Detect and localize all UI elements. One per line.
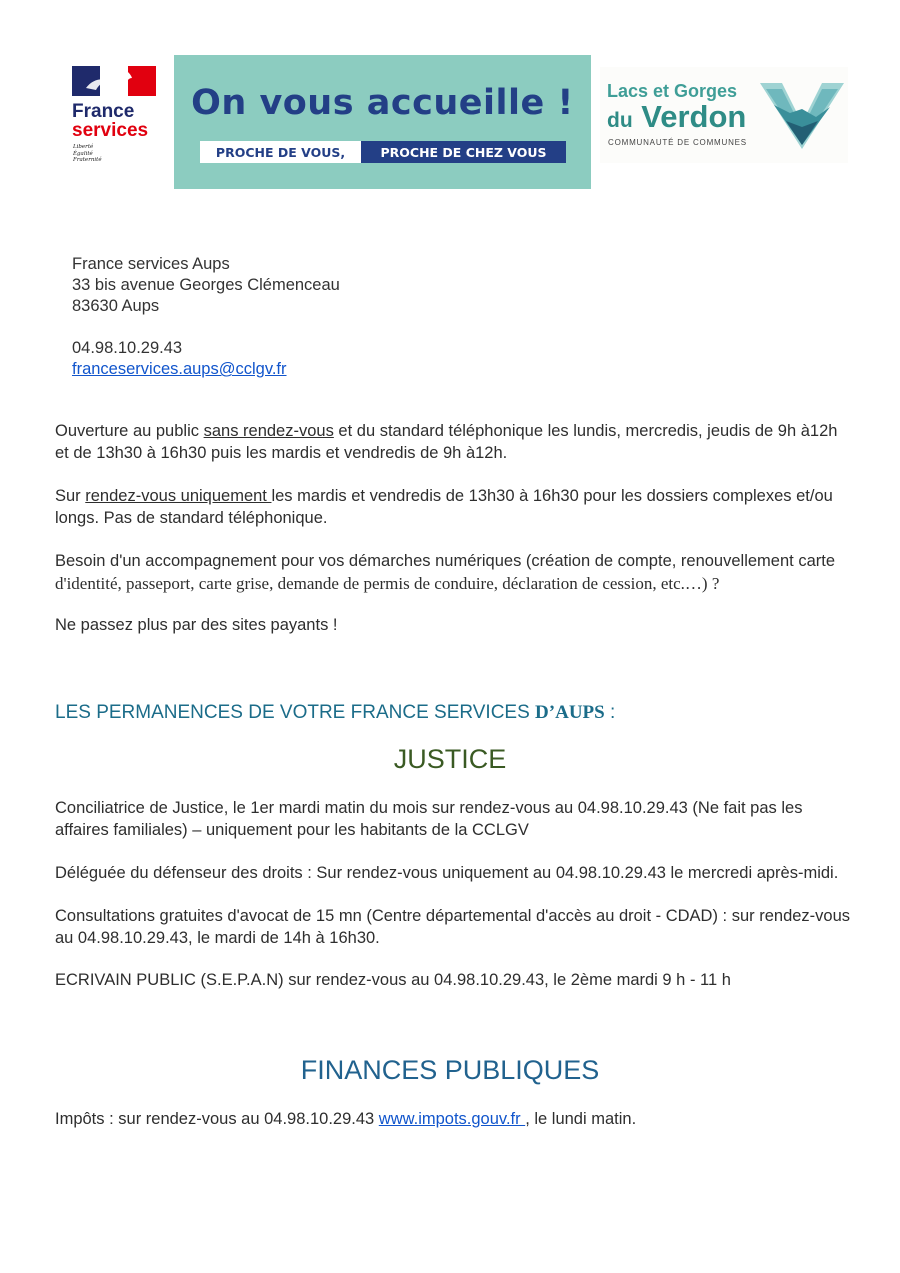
motto-liberte: Liberté bbox=[73, 144, 94, 150]
france-services-logo bbox=[66, 62, 166, 172]
avocat-paragraph: Consultations gratuites d'avocat de 15 mn (Centre départemental d'accès au droit - CDAD) : sur rendez-vous au 04.98.10.29.43, le mardi de 14h à 16h30. bbox=[55, 907, 851, 947]
digital-help-paragraph bbox=[55, 551, 855, 594]
permanences-heading bbox=[55, 702, 615, 724]
impots-text-a: Impôts : sur rendez-vous au 04.98.10.29.43 bbox=[55, 1110, 379, 1128]
france-services-name-line2: services bbox=[72, 120, 149, 141]
permanences-heading-a: LES PERMANENCES DE VOTRE FRANCE SERVICES bbox=[55, 702, 536, 723]
conciliatrice-paragraph: Conciliatrice de Justice, le 1er mardi matin du mois sur rendez-vous au 04.98.10.29.43 (Ne fait pas les affaires familiales) – uniquement pour les habitants de la CCLGV bbox=[55, 799, 803, 839]
hours-appointment-text-a: Sur bbox=[55, 487, 86, 505]
impots-link[interactable]: www.impots.gouv.fr bbox=[378, 1110, 526, 1128]
office-city: 83630 Aups bbox=[72, 297, 160, 315]
digital-help-line1: Besoin d'un accompagnement pour vos démarches numériques (création de compte, renouvellement carte bbox=[55, 552, 835, 570]
office-name: France services Aups bbox=[72, 255, 230, 273]
permanences-heading-aups: D’AUPS bbox=[535, 702, 605, 723]
motto-egalite: Égalité bbox=[73, 150, 93, 157]
permanences-heading-colon: : bbox=[604, 702, 616, 723]
hours-walkin-text-b: et du standard téléphonique les lundis, mercredis, jeudis de 9h à12h et de 13h30 à 16h30 puis les mardis et vendredis de 9h à12h. bbox=[55, 422, 838, 462]
ecrivain-public-paragraph: ECRIVAIN PUBLIC (S.E.P.A.N) sur rendez-vous au 04.98.10.29.43, le 2ème mardi 9 h - 11 h bbox=[55, 971, 731, 989]
justice-heading: JUSTICE bbox=[393, 744, 507, 774]
hours-walkin-text-a: Ouverture au public bbox=[55, 422, 204, 440]
verdon-logo-verdon: Verdon bbox=[641, 99, 747, 134]
hours-appointment-underlined: rendez-vous uniquement bbox=[85, 487, 272, 505]
office-phone: 04.98.10.29.43 bbox=[72, 339, 183, 357]
motto-fraternite: Fraternité bbox=[73, 157, 102, 163]
verdon-logo-line1: Lacs et Gorges bbox=[607, 81, 738, 101]
banner-title: On vous accueille ! bbox=[191, 83, 574, 123]
office-street: 33 bis avenue Georges Clémenceau bbox=[72, 276, 340, 294]
verdon-gorge-icon bbox=[760, 83, 844, 149]
republic-motto bbox=[73, 144, 102, 164]
welcome-banner bbox=[174, 55, 591, 189]
impots-paragraph bbox=[55, 1109, 855, 1131]
france-services-name bbox=[72, 102, 148, 140]
france-services-name-line1: France bbox=[72, 101, 135, 122]
defenseur-droits-paragraph: Déléguée du défenseur des droits : Sur rendez-vous uniquement au 04.98.10.29.43 le mercredi après-midi. bbox=[55, 864, 839, 882]
banner-strip bbox=[200, 141, 566, 163]
hours-walkin-underlined: sans rendez-vous bbox=[203, 422, 334, 440]
hours-appointment-paragraph bbox=[55, 486, 855, 529]
paid-sites-warning: Ne passez plus par des sites payants ! bbox=[55, 616, 338, 634]
hours-appointment-text-b: les mardis et vendredis de 13h30 à 16h30 pour les dossiers complexes et/ou longs. Pas de standard téléphonique. bbox=[55, 487, 833, 527]
verdon-logo-line2 bbox=[607, 99, 746, 135]
verdon-logo bbox=[600, 67, 848, 163]
address-block bbox=[72, 254, 340, 380]
digital-help-line2: d'identité, passeport, carte grise, demande de permis de conduire, déclaration de cession, etc.…) ? bbox=[55, 573, 720, 593]
banner-strip-right: PROCHE DE CHEZ VOUS bbox=[361, 141, 566, 163]
hours-walkin-paragraph bbox=[55, 421, 855, 464]
office-email-link[interactable]: franceservices.aups@cclgv.fr bbox=[72, 360, 287, 378]
verdon-logo-line3: COMMUNAUTÉ DE COMMUNES bbox=[608, 138, 747, 147]
marianne-flag-icon bbox=[72, 66, 156, 96]
verdon-logo-du: du bbox=[607, 109, 633, 132]
banner-strip-left: PROCHE DE VOUS, bbox=[200, 141, 361, 163]
finances-heading: FINANCES PUBLIQUES bbox=[300, 1055, 600, 1085]
impots-text-b: , le lundi matin. bbox=[525, 1110, 637, 1128]
